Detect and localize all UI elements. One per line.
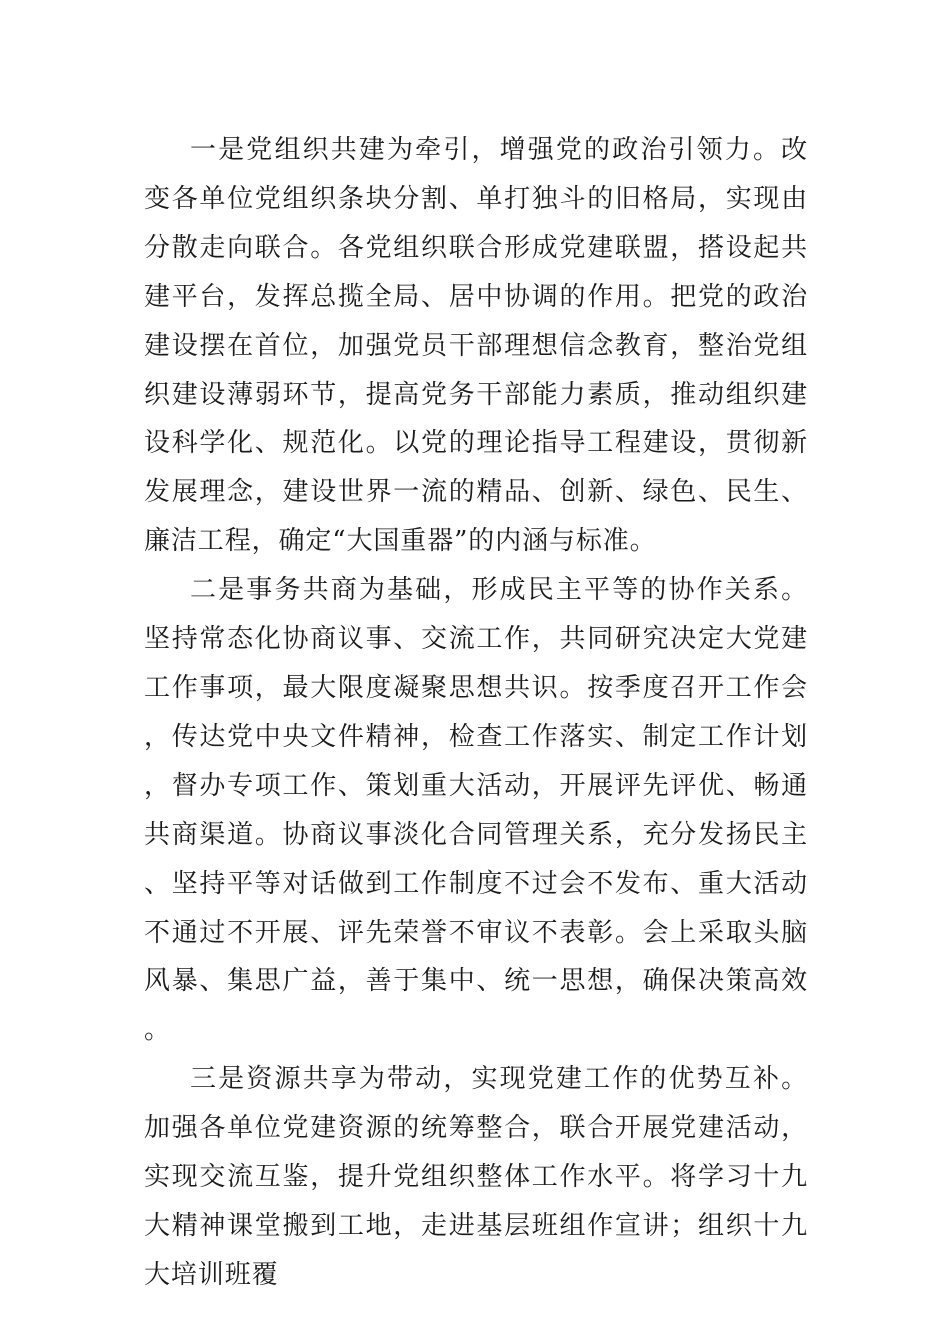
- paragraph-1: 一是党组织共建为牵引，增强党的政治引领力。改变各单位党组织条块分割、单打独斗的旧格局，实现由分散走向联合。各党组织联合形成党建联盟，搭设起共建平台，发挥总揽全局、居中协调的作用。把党的政治建设摆在首位，加强党员干部理想信念教育，整治党组织建设薄弱环节，提高党务干部能力素质，推动组织建设科学化、规范化。以党的理论指导工程建设，贯彻新发展理念，建设世界一流的精品、创新、绿色、民生、廉洁工程，确定“大国重器”的内涵与标准。: [144, 135, 808, 557]
- document-body: [144, 126, 808, 1300]
- paragraph-3: 三是资源共享为带动，实现党建工作的优势互补。加强各单位党建资源的统筹整合，联合开展党建活动，实现交流互鉴，提升党组织整体工作水平。将学习十九大精神课堂搬到工地，走进基层班组作宣讲；组织十九大培训班覆: [144, 1064, 808, 1290]
- paragraph-2: 二是事务共商为基础，形成民主平等的协作关系。坚持常态化协商议事、交流工作，共同研究决定大党建工作事项，最大限度凝聚思想共识。按季度召开工作会，传达党中央文件精神，检查工作落实、制定工作计划，督办专项工作、策划重大活动，开展评先评优、畅通共商渠道。协商议事淡化合同管理关系，充分发扬民主、坚持平等对话做到工作制度不过会不发布、重大活动不通过不开展、评先荣誉不审议不表彰。会上采取头脑风暴、集思广益，善于集中、统一思想，确保决策高效。: [144, 575, 808, 1046]
